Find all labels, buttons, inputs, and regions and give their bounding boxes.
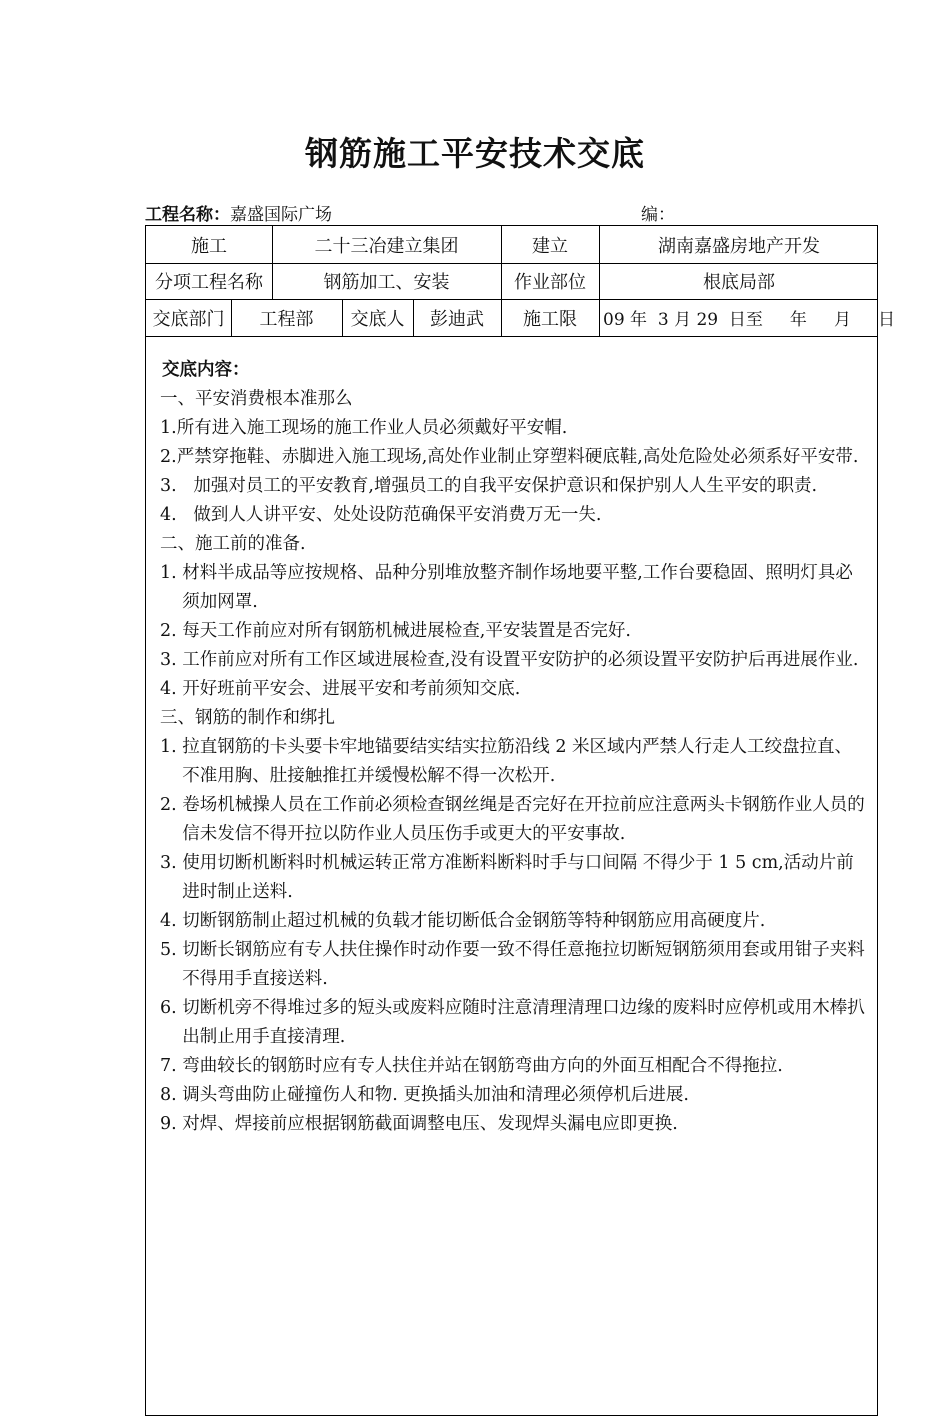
list-item <box>160 675 865 704</box>
item-number: 7. <box>160 1056 183 1076</box>
cell-period-label: 施工限 <box>523 308 577 330</box>
cell-department-value: 工程部 <box>259 308 314 330</box>
item-text: 工作前应对所有工作区域进展检查,没有设置平安防护的必须设置平安防护后再进展作业. <box>182 650 859 670</box>
item-text: 拉直钢筋的卡头要卡牢地锚要结实结实拉筋沿线 2 米区域内严禁人行走人工绞盘拉直、不准用胸、肚接触推扛并缓慢松解不得一次松开. <box>182 737 853 786</box>
item-number: 2. <box>160 447 177 467</box>
item-text: 卷场机械操人员在工作前必须检查钢丝绳是否完好在开拉前应注意两头卡钢筋作业人员的信未发信不得开拉以防作业人员压伤手或更大的平安事故. <box>182 795 865 844</box>
cell-construction-label: 施工 <box>191 235 227 257</box>
item-text: 材料半成品等应按规格、品种分别堆放整齐制作场地要平整,工作台要稳固、照明灯具必须加网罩. <box>182 563 853 612</box>
item-number: 1. <box>160 418 177 438</box>
item-text: 对焊、焊接前应根据钢筋截面调整电压、发现焊头漏电应即更换. <box>182 1114 678 1134</box>
list-item <box>160 791 865 849</box>
item-text: 所有进入施工现场的施工作业人员必须戴好平安帽. <box>176 418 568 438</box>
item-text: 切断钢筋制止超过机械的负载才能切断低合金钢筋等特种钢筋应用高硬度片. <box>182 911 766 931</box>
project-label: 工程名称： <box>145 205 230 225</box>
item-number: 4. <box>160 911 183 931</box>
section-title: 二、施工前的准备. <box>160 534 306 554</box>
item-number: 9. <box>160 1114 183 1134</box>
item-number: 4. <box>160 505 194 525</box>
item-number: 1. <box>160 563 183 583</box>
list-item <box>160 472 865 501</box>
list-item <box>160 1110 865 1139</box>
content-heading: 交底内容： <box>162 360 250 380</box>
item-text: 使用切断机断料时机械运转正常方准断料断料时手与口间隔 不得少于 1 5 cm,活动片前进时制止送料. <box>182 853 854 902</box>
item-text: 切断长钢筋应有专人扶住操作时动作要一致不得任意拖拉切断短钢筋须用套或用钳子夹料不得用手直接送料. <box>182 940 865 989</box>
item-text: 每天工作前应对所有钢筋机械进展检查,平安装置是否完好. <box>182 621 631 641</box>
list-item <box>160 849 865 907</box>
item-number: 2. <box>160 795 183 815</box>
list-item <box>160 907 865 936</box>
item-text: 开好班前平安会、进展平安和考前须知交底. <box>182 679 521 699</box>
section-title: 三、钢筋的制作和绑扎 <box>160 708 335 728</box>
list-item <box>160 994 865 1052</box>
section-title: 一、平安消费根本准那么 <box>160 389 353 409</box>
cell-discloser-value: 彭迪武 <box>430 308 484 330</box>
cell-subproject-value: 钢筋加工、安装 <box>323 272 450 293</box>
cell-builder-label: 建立 <box>532 235 568 257</box>
list-item <box>160 617 865 646</box>
code-label: 编： <box>641 205 675 225</box>
list-item <box>160 501 865 530</box>
item-number: 3. <box>160 476 194 496</box>
item-number: 1. <box>160 737 183 757</box>
cell-work-area-value: 根底局部 <box>703 272 775 293</box>
item-number: 6. <box>160 998 183 1018</box>
list-item <box>160 443 865 472</box>
project-name <box>145 200 332 225</box>
list-item <box>160 936 865 994</box>
item-text: 弯曲较长的钢筋时应有专人扶住并站在钢筋弯曲方向的外面互相配合不得拖拉. <box>182 1056 783 1076</box>
item-text: 切断机旁不得堆过多的短头或废料应随时注意清理清理口边缘的废料时应停机或用木棒扒出制止用手直接清理. <box>182 998 865 1047</box>
item-text: 做到人人讲平安、处处设防范确保平安消费万无一失. <box>193 505 602 525</box>
item-text: 加强对员工的平安教育,增强员工的自我平安保护意识和保护别人人生平安的职责. <box>193 476 818 496</box>
item-number: 5. <box>160 940 183 960</box>
cell-subproject-label: 分项工程名称 <box>155 272 263 293</box>
item-number: 3. <box>160 853 183 873</box>
list-item <box>160 646 865 675</box>
project-value: 嘉盛国际广场 <box>230 205 332 225</box>
cell-work-area-label: 作业部位 <box>514 272 586 293</box>
item-number: 8. <box>160 1085 183 1105</box>
list-item <box>160 414 865 443</box>
list-item <box>160 733 865 791</box>
item-text: 严禁穿拖鞋、赤脚进入施工现场,高处作业制止穿塑料硬底鞋,高处危险处必须系好平安带. <box>176 447 859 467</box>
list-item <box>160 1081 865 1110</box>
item-number: 3. <box>160 650 183 670</box>
item-text: 调头弯曲防止碰撞伤人和物. 更换插头加油和清理必须停机后进展. <box>182 1085 689 1105</box>
cell-discloser-label: 交底人 <box>350 308 405 330</box>
disclosure-content <box>160 356 865 1139</box>
list-item <box>160 559 865 617</box>
cell-builder-value: 湖南嘉盛房地产开发 <box>658 235 820 257</box>
cell-construction-value: 二十三冶建立集团 <box>314 235 459 257</box>
item-number: 4. <box>160 679 183 699</box>
item-number: 2. <box>160 621 183 641</box>
document-title: 钢筋施工平安技术交底 <box>305 134 645 173</box>
list-item <box>160 1052 865 1081</box>
row-divider <box>146 336 877 337</box>
cell-department-label: 交底部门 <box>152 308 225 330</box>
cell-period-value: 09 年 3 月 29 日至 年 月 日 <box>603 310 895 330</box>
